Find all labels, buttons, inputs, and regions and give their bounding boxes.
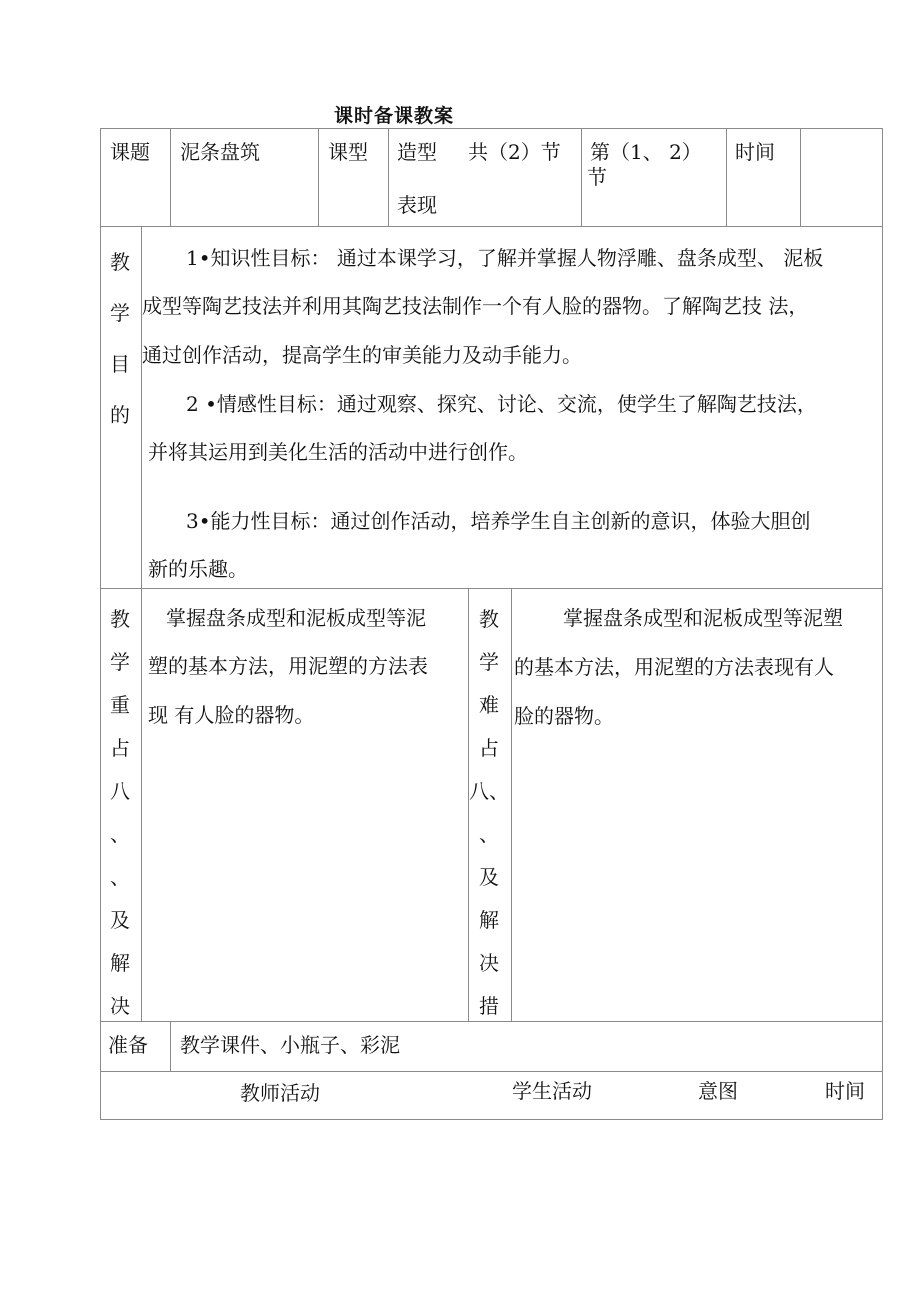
keypoints-label-char: 重 (110, 693, 130, 717)
keypoints-label-char: 及 (110, 908, 130, 932)
goals-label-char: 学 (110, 301, 130, 325)
difficulties-line: 掌握盘条成型和泥板成型等泥塑 (563, 606, 843, 630)
col-border-right (882, 128, 883, 1119)
goals-label-char: 的 (110, 403, 130, 427)
session-number: 第（1、 2） (590, 140, 702, 164)
goals-divider (141, 226, 142, 588)
type-label: 课型 (328, 140, 368, 164)
prep-divider (170, 1021, 171, 1071)
row-border-bottom (100, 1119, 883, 1120)
difficulties-label-char: 解 (479, 908, 499, 932)
session-total: 共（2）节 (468, 140, 561, 164)
goal-line: 新的乐趣。 (148, 557, 248, 581)
goals-label-char: 目 (110, 352, 130, 376)
difficulties-label-char: 措 (479, 994, 499, 1018)
goals-label-char: 教 (110, 250, 130, 274)
goal-line: 通过创作活动，提高学生的审美能力及动手能力。 (142, 343, 582, 367)
keypoints-label-char: 、 (110, 865, 130, 889)
keypoints-label-char: 、 (110, 822, 130, 846)
keypoints-label-char: 教 (110, 607, 130, 631)
difficulties-label-char: 教 (479, 607, 499, 631)
keypoints-label-char: 占 (110, 736, 130, 760)
difficulties-line: 的基本方法，用泥塑的方法表现有人 (514, 655, 834, 679)
header-divider-2 (318, 128, 319, 226)
difficulties-label (469, 603, 509, 1033)
difficulties-line: 脸的器物。 (514, 704, 614, 728)
difficulties-label-char: 学 (479, 650, 499, 674)
difficulties-label-char: 占 (479, 736, 499, 760)
difficulties-label-char: 难 (479, 693, 499, 717)
difficulties-label-char: 、 (479, 822, 499, 846)
header-divider-4 (581, 128, 582, 226)
topic-label: 课题 (110, 140, 150, 164)
goal-line: 成型等陶艺技法并利用其陶艺技法制作一个有人脸的器物。了解陶艺技 法， (142, 294, 809, 318)
row-border-header-bottom (100, 226, 883, 227)
student-activity-header: 学生活动 (512, 1079, 592, 1103)
header-divider-1 (170, 128, 171, 226)
row-border-goals-bottom (100, 588, 883, 589)
topic-value: 泥条盘筑 (180, 140, 260, 164)
page-title: 课时备课教案 (334, 105, 455, 127)
difficulties-label-char: 八、 (469, 779, 509, 803)
keypoints-line: 塑的基本方法，用泥塑的方法表 (148, 654, 428, 678)
keypoints-divider-1 (141, 588, 142, 1021)
goal-line: 2 •情感性目标：通过观察、探究、讨论、交流，使学生了解陶艺技法， (186, 392, 817, 416)
goal-line: 并将其运用到美化生活的活动中进行创作。 (148, 440, 528, 464)
keypoints-label-char: 解 (110, 951, 130, 975)
intent-header: 意图 (698, 1079, 738, 1103)
session-number-line2: 节 (587, 165, 607, 189)
goals-label (108, 246, 132, 450)
difficulties-label-char: 及 (479, 865, 499, 889)
keypoints-divider-3 (511, 588, 512, 1021)
time-header: 时间 (825, 1079, 865, 1103)
header-divider-6 (800, 128, 801, 226)
keypoints-label-char: 八 (110, 779, 130, 803)
type-value-line2: 表现 (397, 193, 437, 217)
prep-label: 准备 (108, 1033, 148, 1057)
row-border-prep-bottom (100, 1071, 883, 1072)
header-divider-5 (726, 128, 727, 226)
prep-value: 教学课件、小瓶子、彩泥 (180, 1033, 400, 1057)
goal-line: 1•知识性目标： 通过本课学习，了解并掌握人物浮雕、盘条成型、 泥板 (186, 246, 824, 270)
teacher-activity-header: 教师活动 (240, 1081, 320, 1105)
keypoints-label-char: 决 (110, 994, 130, 1018)
col-border-left (100, 128, 101, 1119)
keypoints-line: 掌握盘条成型和泥板成型等泥 (166, 606, 426, 630)
header-divider-3 (388, 128, 389, 226)
time-label: 时间 (735, 140, 775, 164)
row-border-top (100, 128, 883, 129)
keypoints-label-char: 学 (110, 650, 130, 674)
goal-line: 3•能力性目标：通过创作活动，培养学生自主创新的意识，体验大胆创 (186, 509, 811, 533)
difficulties-label-char: 决 (479, 951, 499, 975)
type-value: 造型 (397, 140, 437, 164)
keypoints-line: 现 有人脸的器物。 (148, 703, 315, 727)
keypoints-label (108, 603, 132, 1033)
